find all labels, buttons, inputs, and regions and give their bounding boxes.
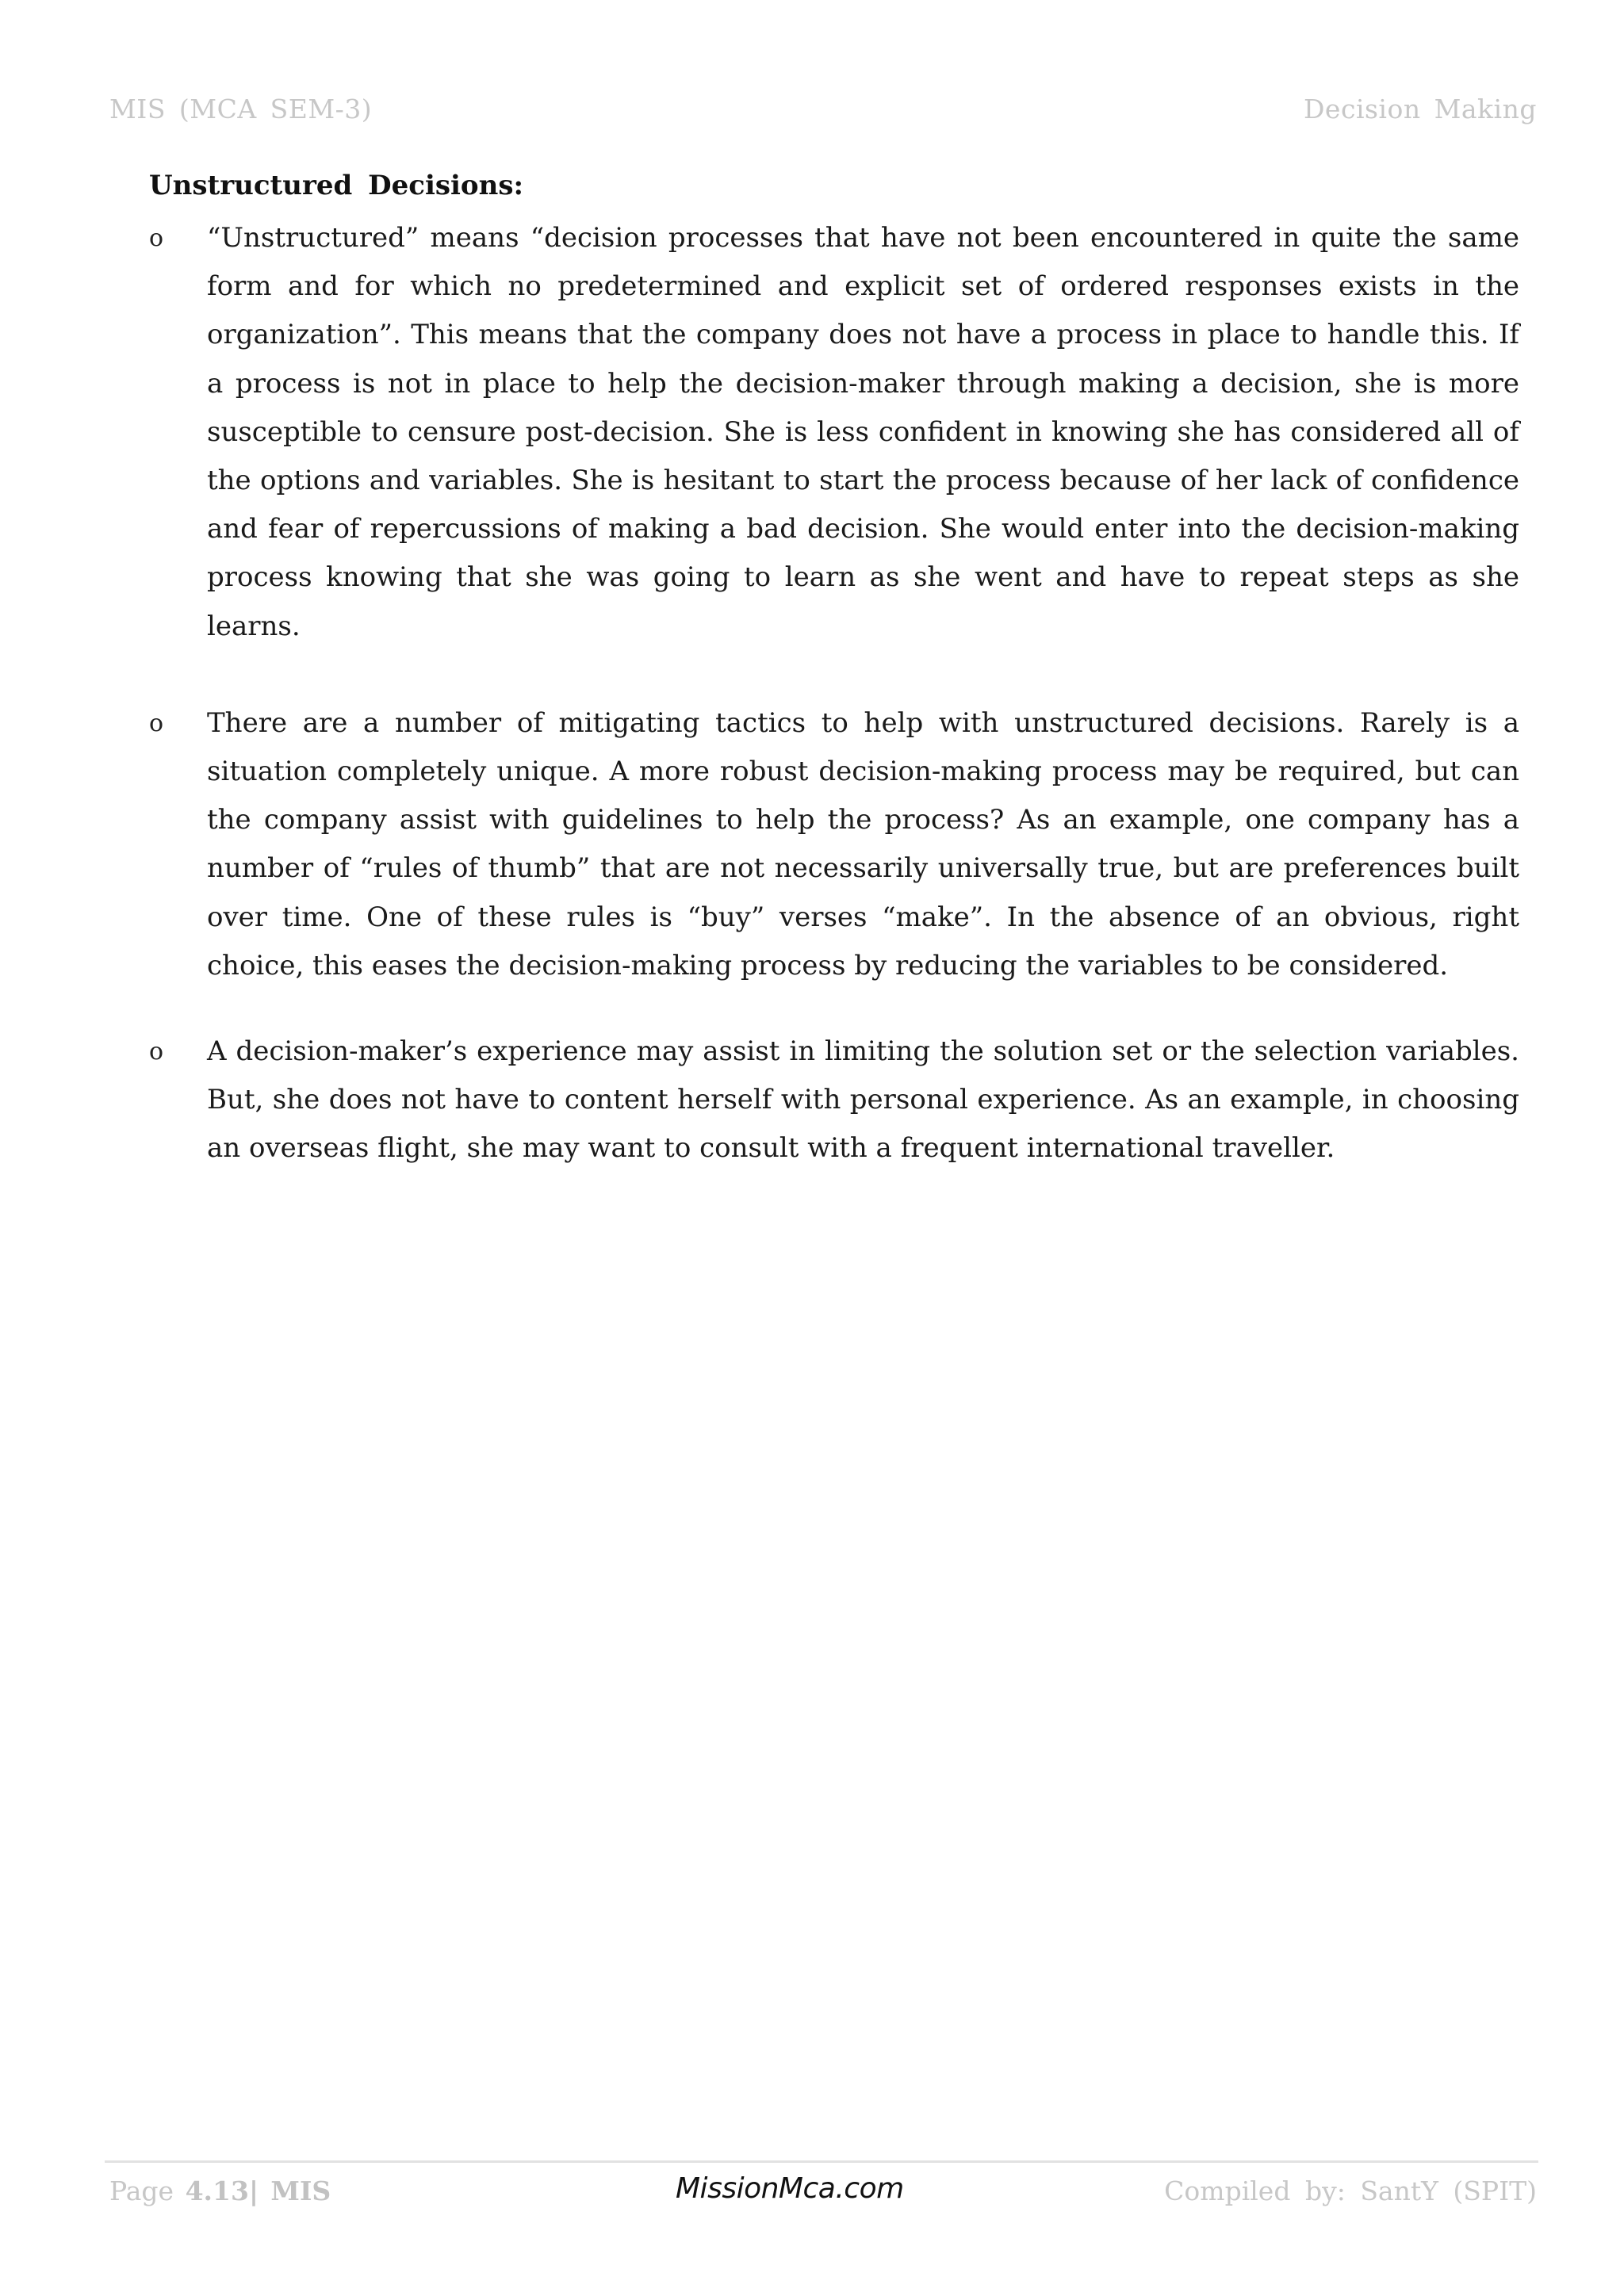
header-chapter-title: Decision Making [1303,94,1537,124]
bullet-item-unstructured-definition [149,214,1519,651]
paragraph-text: “Unstructured” means “decision processes that have not been encountered in quite the same form and for which no predetermined and explicit set of ordered responses exists in the organization”. This means that the company does not have a process in place to handle this. If a process is not in place to help the decision-maker through making a decision, she is more susceptible to censure post-decision. She is less confident in knowing she has considered all of the options and variables. She is hesitant to start the process because of her lack of confidence and fear of repercussions of making a bad decision. She would enter into the decision-making process knowing that she was going to learn as she went and have to repeat steps as she learns. [207,222,1519,642]
footer-page-prefix: Page [109,2175,174,2206]
footer-page-info [109,2175,331,2206]
paragraph-text: There are a number of mitigating tactics to help with unstructured decisions. Rarely is a situation completely unique. A more robust decision-making process may be required, but can the company assist with guidelines to help the process? As an example, one company has a number of “rules of thumb” that are not necessarily universally true, but are preferences built over time. One of these rules is “buy” verses “make”. In the absence of an obvious, right choice, this eases the decision-making process by reducing the variables to be considered. [207,706,1519,982]
footer-compiled-by: Compiled by: SantY (SPIT) [1164,2175,1537,2206]
circle-bullet-icon: o [149,709,164,737]
section-heading: Unstructured Decisions: [149,170,524,201]
circle-bullet-icon: o [149,1038,164,1066]
footer-divider [105,2160,1538,2163]
footer-page-suffix: | MIS [248,2175,331,2206]
bullet-item-mitigating-tactics [149,699,1519,990]
bullet-list [149,214,1519,1173]
bullet-item-experience [149,1027,1519,1173]
paragraph-text: A decision-maker’s experience may assist in limiting the solution set or the selection variables. But, she does not have to content herself with personal experience. As an example, in choosing an overseas flight, she may want to consult with a frequent international traveller. [207,1035,1519,1165]
missionmca-logo: MissionMca.com [676,2172,904,2205]
header-course-title: MIS (MCA SEM-3) [109,94,373,124]
circle-bullet-icon: o [149,224,164,252]
footer-page-number: 4.13 [185,2175,249,2206]
